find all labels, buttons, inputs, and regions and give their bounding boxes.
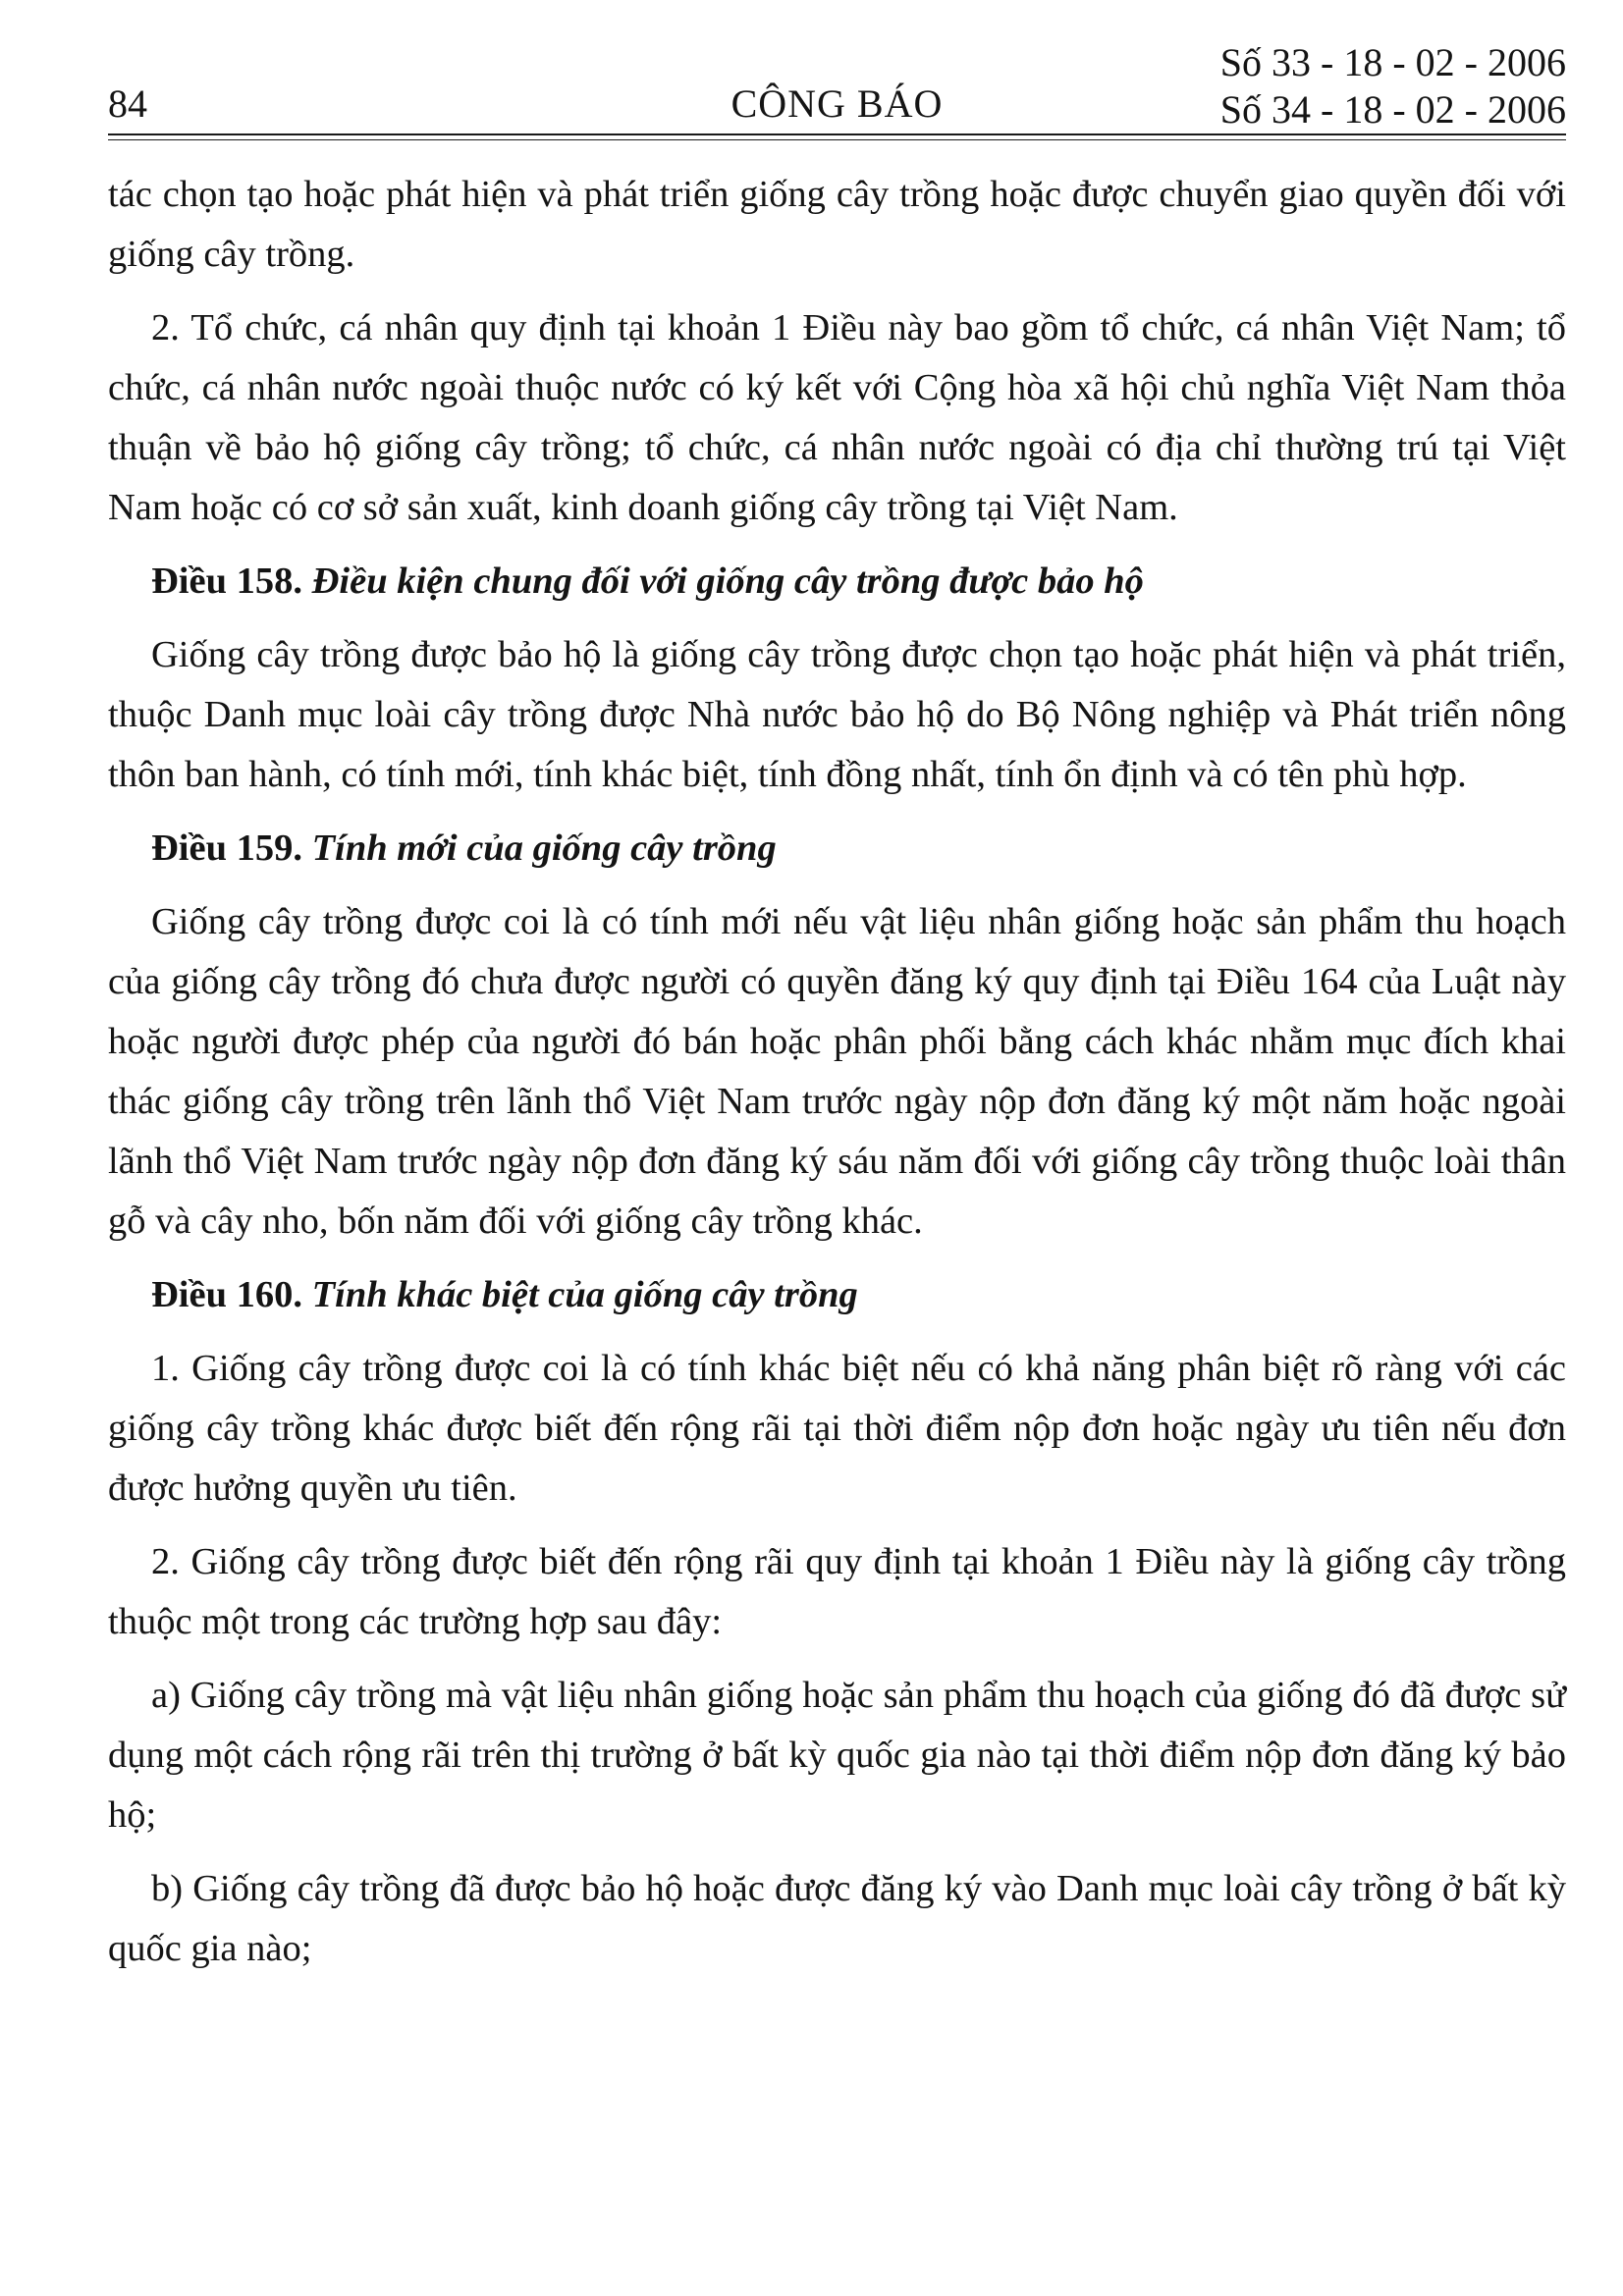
article-160-title: Tính khác biệt của giống cây trồng <box>311 1274 858 1315</box>
article-159-title: Tính mới của giống cây trồng <box>311 828 777 869</box>
header-rule-thin <box>108 139 1566 140</box>
article-160-clause-2: 2. Giống cây trồng được biết đến rộng rãi quy định tại khoản 1 Điều này là giống cây trồng thuộc một trong các trường hợp sau đây: <box>108 1541 1566 1642</box>
article-160-number: Điều 160. <box>151 1274 302 1315</box>
article-159-heading <box>108 819 1566 879</box>
article-158-heading <box>108 552 1566 612</box>
gazette-page <box>108 0 1566 1969</box>
article-160-point-a: a) Giống cây trồng mà vật liệu nhân giống hoặc sản phẩm thu hoạch của giống đó đã được sử dụng một cách rộng rãi trên thị trường ở bất kỳ quốc gia nào tại thời điểm nộp đơn đăng ký bảo hộ; <box>108 1675 1566 1836</box>
article-160-point-b: b) Giống cây trồng đã được bảo hộ hoặc được đăng ký vào Danh mục loài cây trồng ở bất kỳ quốc gia nào; <box>108 1868 1566 1969</box>
article-160-clause-1: 1. Giống cây trồng được coi là có tính khác biệt nếu có khả năng phân biệt rõ ràng với các giống cây trồng khác được biết đến rộng rãi tại thời điểm nộp đơn hoặc ngày ưu tiên nếu đơn được hưởng quyền ưu tiên. <box>108 1348 1566 1509</box>
page-body <box>108 165 1566 1993</box>
header-rule-thick <box>108 133 1566 135</box>
article-158-paragraph: Giống cây trồng được bảo hộ là giống cây trồng được chọn tạo hoặc phát hiện và phát triển, thuộc Danh mục loài cây trồng được Nhà nước bảo hộ do Bộ Nông nghiệp và Phát triển nông thôn ban hành, có tính mới, tính khác biệt, tính đồng nhất, tính ổn định và có tên phù hợp. <box>108 634 1566 795</box>
page-number: 84 <box>108 81 147 126</box>
clause-2-paragraph: 2. Tổ chức, cá nhân quy định tại khoản 1 Điều này bao gồm tổ chức, cá nhân Việt Nam; tổ chức, cá nhân nước ngoài thuộc nước có ký kết với Cộng hòa xã hội chủ nghĩa Việt Nam thỏa thuận về bảo hộ giống cây trồng; tổ chức, cá nhân nước ngoài có địa chỉ thường trú tại Việt Nam hoặc có cơ sở sản xuất, kinh doanh giống cây trồng tại Việt Nam. <box>108 307 1566 528</box>
article-159-number: Điều 159. <box>151 828 302 869</box>
continued-paragraph: tác chọn tạo hoặc phát hiện và phát triển giống cây trồng hoặc được chuyển giao quyền đối với giống cây trồng. <box>108 174 1566 275</box>
issue-number-34: Số 34 - 18 - 02 - 2006 <box>1219 87 1566 132</box>
gazette-title: CÔNG BÁO <box>730 81 944 126</box>
article-158-title: Điều kiện chung đối với giống cây trồng được bảo hộ <box>311 561 1144 602</box>
article-158-number: Điều 158. <box>151 561 302 602</box>
article-160-heading <box>108 1265 1566 1325</box>
article-159-paragraph: Giống cây trồng được coi là có tính mới nếu vật liệu nhân giống hoặc sản phẩm thu hoạch của giống cây trồng đó chưa được người có quyền đăng ký quy định tại Điều 164 của Luật này hoặc người được phép của người đó bán hoặc phân phối bằng cách khác nhằm mục đích khai thác giống cây trồng trên lãnh thổ Việt Nam trước ngày nộp đơn đăng ký một năm hoặc ngoài lãnh thổ Việt Nam trước ngày nộp đơn đăng ký sáu năm đối với giống cây trồng thuộc loài thân gỗ và cây nho, bốn năm đối với giống cây trồng khác. <box>108 901 1566 1242</box>
issue-number-33: Số 33 - 18 - 02 - 2006 <box>1219 40 1566 84</box>
issue-numbers <box>1220 39 1566 133</box>
page-header <box>108 0 1566 142</box>
